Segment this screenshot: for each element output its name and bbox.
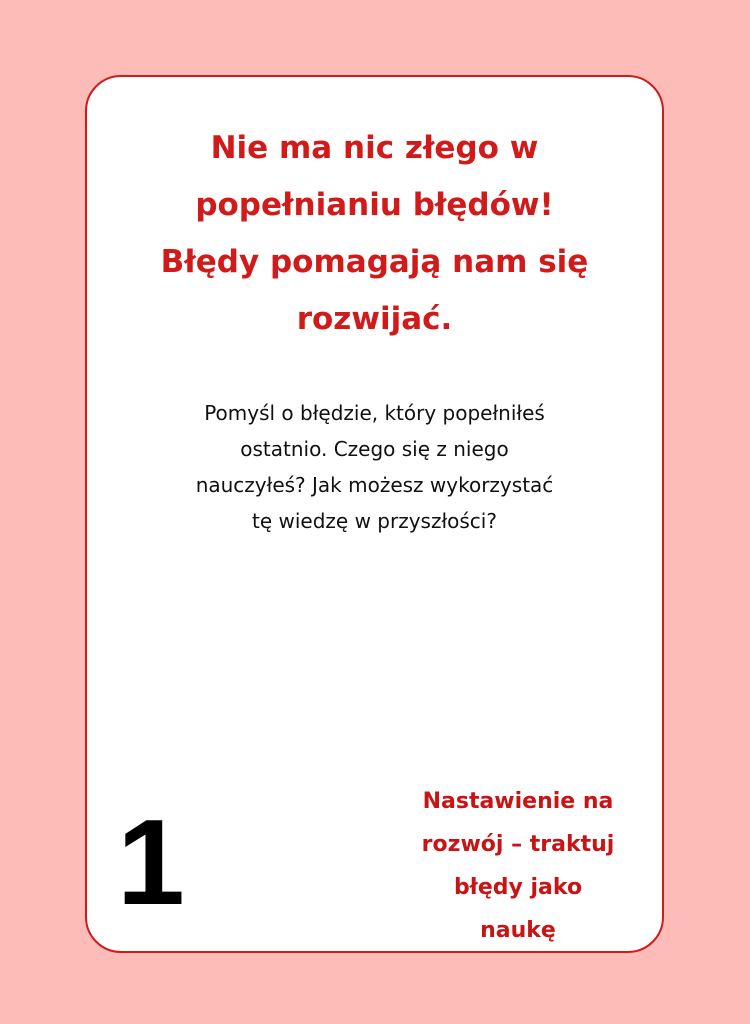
card-headline: [87, 120, 662, 348]
card-body-text: [127, 395, 622, 539]
headline-line: Nie ma nic złego w: [210, 130, 539, 166]
body-line: ostatnio. Czego się z niego: [240, 437, 509, 461]
card-tagline: [387, 780, 649, 952]
tagline-line: Nastawienie na: [422, 789, 614, 814]
tagline-line: rozwój – traktuj: [421, 832, 615, 857]
headline-line: Błędy pomagają nam się: [160, 244, 589, 280]
tagline-line: naukę: [480, 918, 556, 943]
card-number: 1: [117, 794, 185, 930]
body-line: tę wiedzę w przyszłości?: [252, 509, 497, 533]
tagline-line: błędy jako: [453, 875, 583, 900]
card: [85, 75, 664, 953]
body-line: nauczyłeś? Jak możesz wykorzystać: [195, 473, 554, 497]
headline-line: rozwijać.: [296, 301, 453, 337]
headline-line: popełnianiu błędów!: [195, 187, 554, 223]
body-line: Pomyśl o błędzie, który popełniłeś: [204, 401, 545, 425]
